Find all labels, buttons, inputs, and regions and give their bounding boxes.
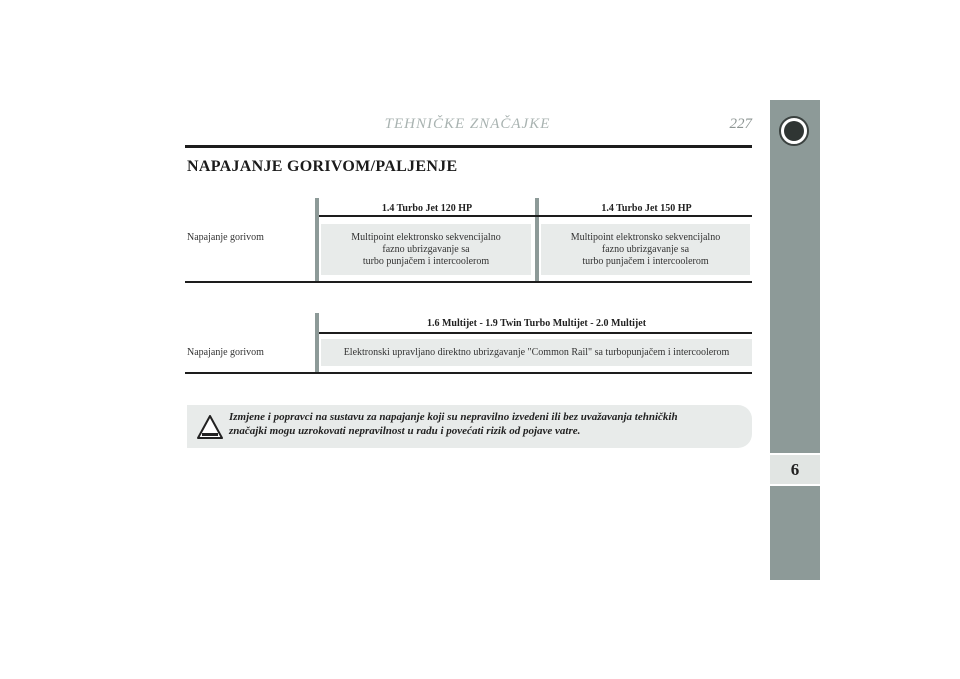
column-header-150hp: 1.4 Turbo Jet 150 HP [601,203,692,214]
header-underline [319,332,752,334]
column-header-multijet: 1.6 Multijet - 1.9 Twin Turbo Multijet - 2.0 Multijet [426,318,647,329]
header-rule [185,145,752,148]
cell-line: fazno ubrizgavanje sa [601,243,690,255]
table-divider-left [315,198,319,282]
column-header-120hp: 1.4 Turbo Jet 120 HP [381,203,473,214]
warning-text [229,410,744,438]
logo-shield [784,121,804,141]
table-divider [315,313,319,373]
cell-line: fazno ubrizgavanje sa [382,243,470,255]
table-divider-right [535,198,539,282]
table-bottom-rule [185,372,752,374]
lancia-logo-icon [779,116,809,146]
fuel-supply-table-petrol [185,198,752,284]
section-title: NAPAJANJE GORIVOM/PALJENJE [187,158,458,175]
cell-line: turbo punjačem i intercoolerom [362,255,490,267]
fuel-supply-table-diesel [185,313,752,375]
cell-line: Multipoint elektronsko sekvencijalno [351,231,501,243]
warning-box [187,405,752,448]
cell-text: Elektronski upravljano direktno ubrizgavanje "Common Rail" sa turbopunjačem i intercoolerom [343,346,730,358]
table-bottom-rule [185,281,752,283]
page-header-title: TEHNIČKE ZNAČAJKE [384,116,551,132]
warning-line: značajki mogu uzrokovati nepravilnost u radu i povećati rizik od pojave vatre. [229,425,581,437]
warning-line: Izmjene i popravci na sustavu za napajanje koji su nepravilno izvedeni ili bez uvažavanja tehničkih [229,411,678,423]
chapter-side-tab [770,100,820,580]
header-underline [319,215,752,217]
chapter-number: 6 [770,453,820,486]
row-label: Napajanje gorivom [187,347,264,358]
table-cell [541,224,750,275]
table-cell [321,339,752,366]
warning-triangle-icon [197,415,223,439]
cell-line: Multipoint elektronsko sekvencijalno [570,231,721,243]
page-number: 227 [729,116,752,132]
row-label: Napajanje gorivom [187,232,264,243]
cell-line: turbo punjačem i intercoolerom [582,255,709,267]
table-cell [321,224,531,275]
